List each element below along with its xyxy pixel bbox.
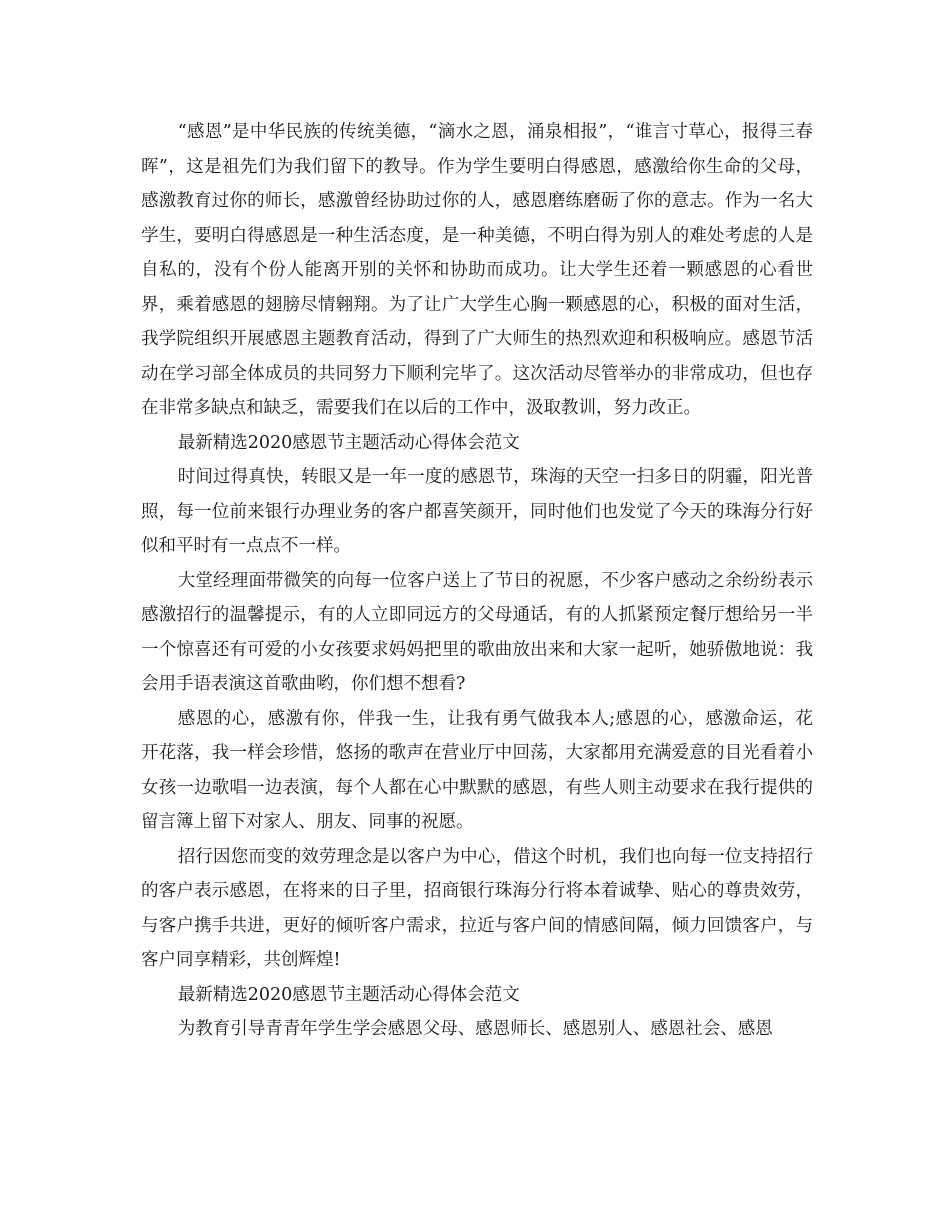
body-paragraph: “感恩”是中华民族的传统美德，“滴水之恩，涌泉相报”，“谁言寸草心，报得三春晖”，这是祖先们为我们留下的教导。作为学生要明白得感恩，感激给你生命的父母，感激教育过你的师长，感激曾经协助过你的人，感恩磨练磨砺了你的意志。作为一名大学生，要明白得感恩是一种生活态度，是一种美德，不明白得为别人的难处考虑的人是自私的，没有个份人能离开别的关怀和协助而成功。让大学生还着一颗感恩的心看世界，乘着感恩的翅膀尽情翱翔。为了让广大学生心胸一颗感恩的心，积极的面对生活，我学院组织开展感恩主题教育活动，得到了广大师生的热烈欢迎和积极响应。感恩节活动在学习部全体成员的共同努力下顺利完毕了。这次活动尽管举办的非常成功，但也存在非常多缺点和缺乏，需要我们在以后的工作中，汲取教训，努力改正。 [141,122,813,418]
document-body [141,115,813,1047]
section-heading: 最新精选2020感恩节主题活动心得体会范文 [177,432,520,453]
body-paragraph: 为教育引导青青年学生学会感恩父母、感恩师长、感恩别人、感恩社会、感恩 [177,1019,773,1039]
body-paragraph: 大堂经理面带微笑的向每一位客户送上了节日的祝愿，不少客户感动之余纷纷表示感激招行的温馨提示，有的人立即同远方的父母通话，有的人抓紧预定餐厅想给另一半一个惊喜还有可爱的小女孩要求妈妈把里的歌曲放出来和大家一起听，她骄傲地说：我会用手语表演这首歌曲哟，你们想不想看? [141,570,813,694]
body-paragraph: 感恩的心，感激有你，伴我一生，让我有勇气做我本人;感恩的心，感激命运，花开花落，我一样会珍惜，悠扬的歌声在营业厅中回荡，大家都用充满爱意的目光看着小女孩一边歌唱一边表演，每个人都在心中默默的感恩，有些人则主动要求在我行提供的留言簿上留下对家人、朋友、同事的祝愿。 [141,708,813,832]
section-heading: 最新精选2020感恩节主题活动心得体会范文 [177,984,520,1005]
body-paragraph: 招行因您而变的效劳理念是以客户为中心，借这个时机，我们也向每一位支持招行的客户表示感恩，在将来的日子里，招商银行珠海分行将本着诚挚、贴心的尊贵效劳，与客户携手共进，更好的倾听客户需求，拉近与客户间的情感间隔，倾力回馈客户，与客户同享精彩，共创辉煌! [141,846,813,970]
body-paragraph: 时间过得真快，转眼又是一年一度的感恩节，珠海的天空一扫多日的阴霾，阳光普照，每一位前来银行办理业务的客户都喜笑颜开，同时他们也发觉了今天的珠海分行好似和平时有一点点不一样。 [141,467,813,556]
